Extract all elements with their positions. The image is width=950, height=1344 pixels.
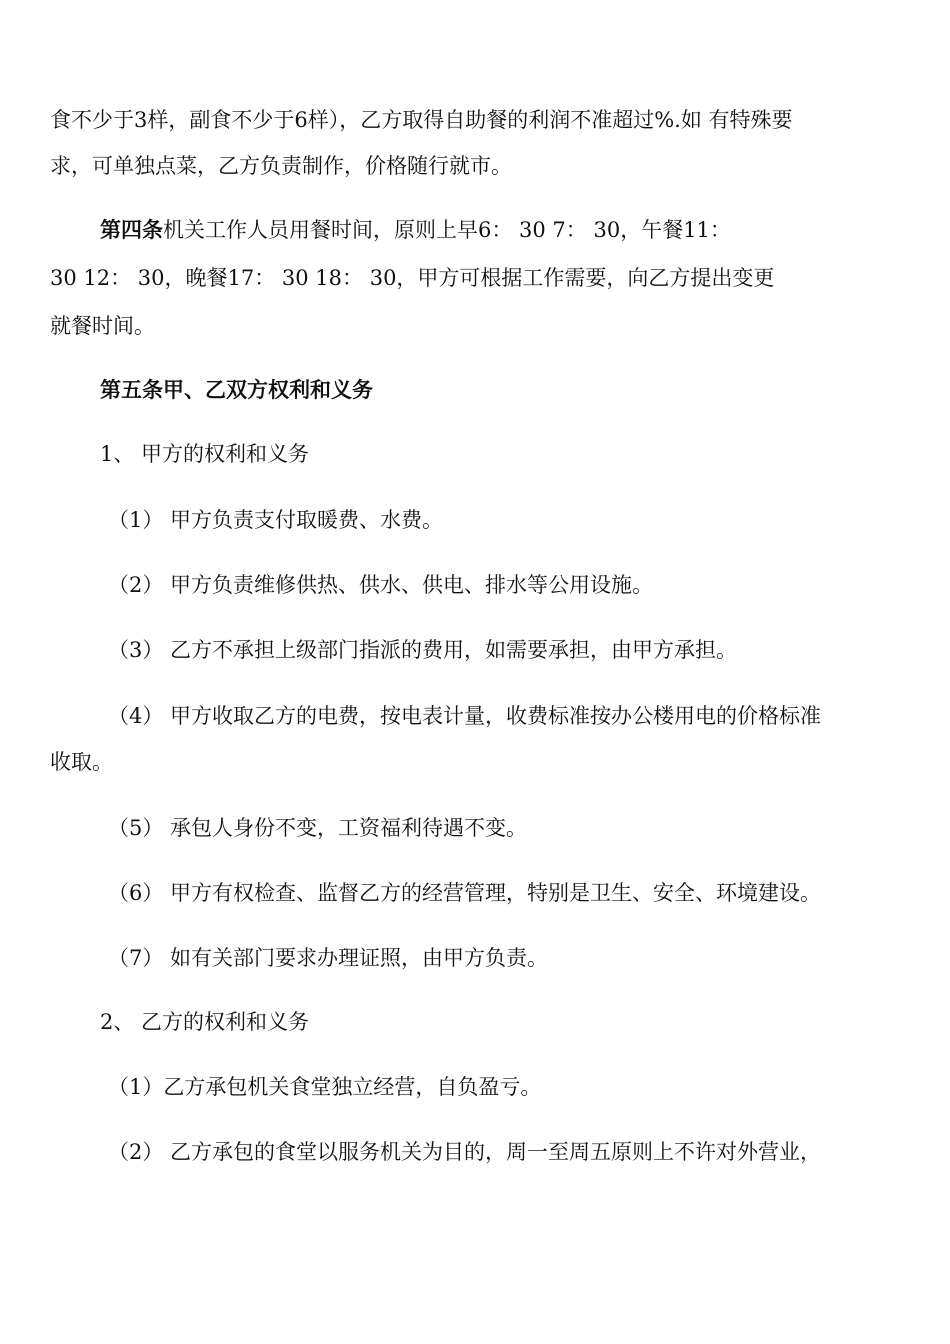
- list-item: （5） 承包人身份不变，工资福利待遇不变。: [108, 816, 528, 840]
- list-item: （6） 甲方有权检查、监督乙方的经营管理，特别是卫生、安全、环境建设。: [108, 881, 822, 905]
- list-item-continuation: 收取。: [50, 750, 113, 774]
- section-title-party-a: 1、 甲方的权利和义务: [100, 442, 310, 466]
- paragraph-line: 求，可单独点菜，乙方负责制作，价格随行就市。: [50, 154, 512, 178]
- list-item: （1）乙方承包机关食堂独立经营，自负盈亏。: [108, 1075, 542, 1099]
- list-item: （2） 甲方负责维修供热、供水、供电、排水等公用设施。: [108, 573, 654, 597]
- article-5-heading: 第五条甲、乙双方权利和义务: [100, 377, 373, 402]
- article-4-text: 机关工作人员用餐时间，原则上早6： 30 7： 30，午餐11：: [163, 218, 731, 242]
- list-item: （7） 如有关部门要求办理证照，由甲方负责。: [108, 946, 549, 970]
- paragraph-line: 30 12： 30，晚餐17： 30 18： 30，甲方可根据工作需要，向乙方提出变更: [50, 266, 775, 290]
- article-4-heading: 第四条: [100, 217, 163, 242]
- paragraph-line: 就餐时间。: [50, 314, 155, 338]
- article-4-line-1: [100, 216, 731, 244]
- list-item: （2） 乙方承包的食堂以服务机关为目的，周一至周五原则上不许对外营业，: [108, 1140, 822, 1164]
- list-item: （3） 乙方不承担上级部门指派的费用，如需要承担，由甲方承担。: [108, 638, 738, 662]
- section-title-party-b: 2、 乙方的权利和义务: [100, 1010, 310, 1034]
- list-item: （4） 甲方收取乙方的电费，按电表计量，收费标准按办公楼用电的价格标准: [108, 704, 822, 728]
- list-item: （1） 甲方负责支付取暖费、水费。: [108, 508, 444, 532]
- paragraph-line: 食不少于3样，副食不少于6样），乙方取得自助餐的利润不准超过%.如 有特殊要: [50, 108, 793, 132]
